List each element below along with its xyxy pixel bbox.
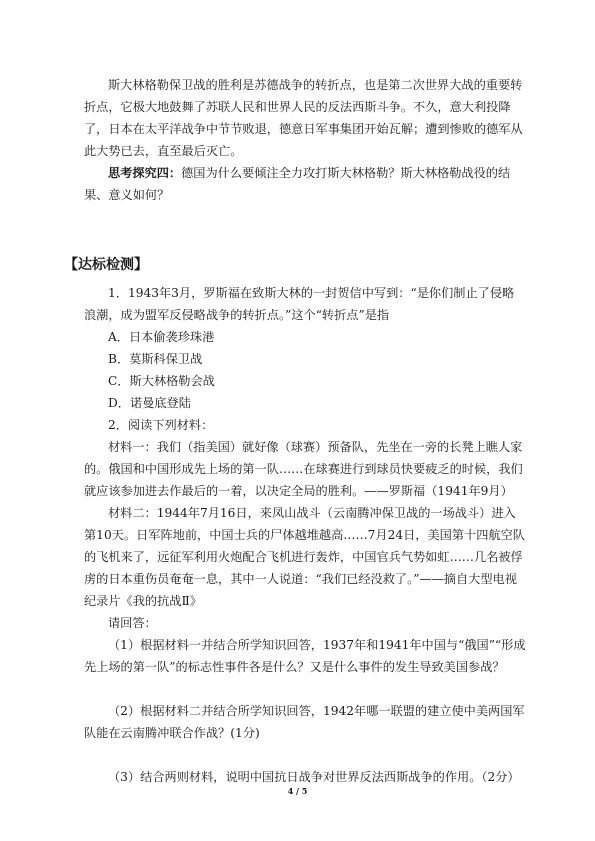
option-a: A．日本偷袭珍珠港 [108, 330, 215, 344]
option-d: D．诺曼底登陆 [108, 396, 191, 410]
think-question [84, 162, 526, 206]
section-title: 【达标检测】 [64, 257, 148, 273]
sub-question-2: （2）根据材料二并结合所学知识回答，1942年哪一联盟的建立使中美两国军队能在云南腾冲联合作战？(1分) [84, 704, 525, 740]
question-1-stem: 1．1943年3月，罗斯福在致斯大林的一封贺信中写到：“是你们制止了侵略浪潮，成为盟军反侵略战争的转折点。”这个“转折点”是指 [84, 286, 515, 322]
material-1: 材料一：我们（指美国）就好像（球赛）预备队，先坐在一旁的长凳上瞧人家的。俄国和中国形成先上场的第一队……在球赛进行到球员快要疲乏的时候，我们就应该参加进去作最后的一着，以决定全局的胜利。——罗斯福（1941年9月） [84, 440, 523, 498]
answer-prompt: 请回答： [108, 616, 157, 630]
question-2-stem: 2．阅读下列材料： [108, 418, 214, 432]
sub-question-3: （3）结合两则材料，说明中国抗日战争对世界反法西斯战争的作用。（2分） [108, 770, 520, 784]
sub-question-1: （1）根据材料一并结合所学知识回答，1937年和1941年中国与“俄国”“形成先上场的第一队”的标志性事件各是什么？又是什么事件的发生导致美国参战？ [84, 638, 526, 674]
page-content [64, 74, 526, 788]
page-number: 4 / 5 [287, 786, 308, 796]
material-2: 材料二：1944年7月16日，来凤山战斗（云南腾冲保卫战的一场战斗）进入第10天。日军阵地前，中国士兵的尸体越堆越高……7月24日，美国第十四航空队的飞机来了，远征军利用火炮配合飞机进行轰炸，中国官兵气势如虹……几名被俘虏的日本重伤员奄奄一息，其中一人说道：“我们已经没救了。”——摘自大型电视纪录片《我的抗战Ⅱ》 [84, 506, 525, 608]
think-text: 德国为什么要倾注全力攻打斯大林格勒？斯大林格勒战役的结果、意义如何？ [84, 166, 511, 202]
intro-paragraph: 斯大林格勒保卫战的胜利是苏德战争的转折点，也是第二次世界大战的重要转折点，它极大地鼓舞了苏联人民和世界人民的反法西斯斗争。不久，意大利投降了，日本在太平洋战争中节节败退，德意日军事集团开始瓦解；遭到惨败的德军从此大势已去，直至最后灭亡。 [84, 78, 523, 158]
option-b: B．莫斯科保卫战 [108, 352, 203, 366]
think-label: 思考探究四： [108, 166, 182, 180]
option-c: C．斯大林格勒会战 [108, 374, 215, 388]
